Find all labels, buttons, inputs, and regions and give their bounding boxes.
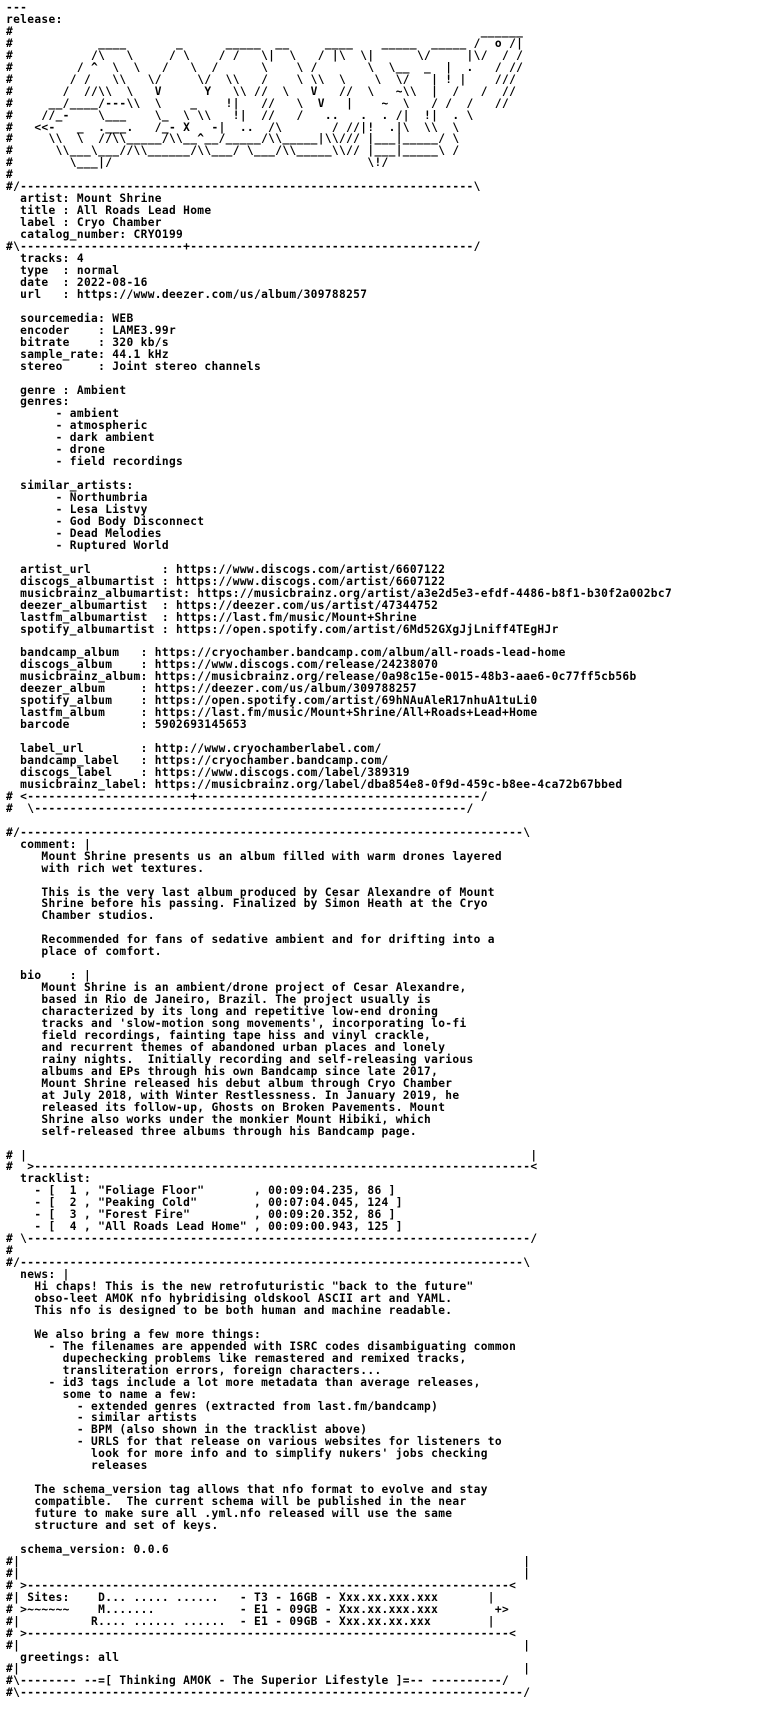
nfo-document-text: --- release: # ______ # ____ _ _____ __ ____ _____ _____ / o /| # /\ \ / \ / / \| \ / |\ \| \/ |\/ / / # / ^ \ \ / \ / \ \ / \ \__ _ | . / // # / / \\ \/ \/ \\ / \ \\ \ \ \/ | ! | /// # / //\\ \ V Y \\ // \ V // \ ~\\ | / / // # __/____/---\\ \ _ !| // \ V | ~ \ / / / // # //_- \___ \_ \ \\ !| // / .. . . /| !| . \ # <<- _ .___. /_- X -| .. /\ / //|! .|\ \\ \ # \\ \ //\\_____/\\__^__/_____/\\_____|\\/// |___|_____/ \ # \\___\___//\\______/\\___/ \___/\\_____\\// |___|_____\ / # \___|/ \!/ # #/----------------------------------------------------------------\ artist: Mount Shrine title : All Roads Lead Home label : Cryo Chamber catalog_number: CRYO199 #\-----------------------+----------------------------------------/ tracks: 4 type : normal date : 2022-08-16 url : https://www.deezer.com/us/album/309788257 sourcemedia: WEB encoder : LAME3.99r bitrate : 320 kb/s sample_rate: 44.1 kHz stereo : Joint stereo channels genre : Ambient genres: - ambient - atmospheric - dark ambient - drone - field recordings similar_artists: - Northumbria - Lesa Listvy - God Body Disconnect - Dead Melodies - Ruptured World artist_url : https://www.discogs.com/artist/6607122 discogs_albumartist : https://www.discogs.com/artist/6607122 musicbrainz_albumartist: https://musicbrainz.org/artist/a3e2d5e3-efdf-4486-b8f1-b30f2a002bc7 deezer_albumartist : https://deezer.com/us/artist/47344752 lastfm_albumartist : https://last.fm/music/Mount+Shrine spotify_albumartist : https://open.spotify.com/artist/6Md52GXgJjLniff4TEgHJr bandcamp_album : https://cryochamber.bandcamp.com/album/all-roads-lead-home discogs_album : https://www.discogs.com/release/24238070 musicbrainz_album: https://musicbrainz.org/release/0a98c15e-0015-48b3-aae6-0c77ff5cb56b deezer_album : https://deezer.com/us/album/309788257 spotify_album : https://open.spotify.com/artist/69hNAuAleR17nhuA1tuLi0 lastfm_album : https://last.fm/music/Mount+Shrine/All+Roads+Lead+Home barcode : 5902693145653 label_url : http://www.cryochamberlabel.com/ bandcamp_label : https://cryochamber.bandcamp.com/ discogs_label : https://www.discogs.com/label/389319 musicbrainz_label: https://musicbrainz.org/label/dba854e8-0f9d-459c-b8ee-4ca72b67bbed # <-----------------------+----------------------------------------/ # \-------------------------------------------------------------/ #/-----------------------------------------------------------------------\ comment: | Mount Shrine presents us an album filled with warm drones layered with rich wet textures. This is the very last album produced by Cesar Alexandre of Mount Shrine before his passing. Finalized by Simon Heath at the Cryo Chamber studios. Recommended for fans of sedative ambient and for drifting into a place of comfort. bio : | Mount Shrine is an ambient/drone project of Cesar Alexandre, based in Rio de Janeiro, Brazil. The project usually is characterized by its long and repetitive low-end droning tracks and 'slow-motion song movements', incorporating lo-fi field recordings, fainting tape hiss and vinyl crackle, and recurrent themes of abandoned urban places and lonely rainy nights. Initially recording and self-releasing various albums and EPs through his own Bandcamp since late 2017, Mount Shrine released his debut album through Cryo Chamber at July 2018, with Winter Restlessness. In January 2019, he released its follow-up, Ghosts on Broken Pavements. Mount Shrine also works under the monkier Mount Hibiki, which self-released three albums through his Bandcamp page. # | | # >----------------------------------------------------------------------< tracklist: - [ 1 , "Foliage Floor" , 00:09:04.235, 86 ] - [ 2 , "Peaking Cold" , 00:07:04.045, 124 ] - [ 3 , "Forest Fire" , 00:09:20.352, 86 ] - [ 4 , "All Roads Lead Home" , 00:09:00.943, 125 ] # \-----------------------------------------------------------------------/ # #/-----------------------------------------------------------------------\ news: | Hi chaps! This is the new retrofuturistic "back to the future" obso-leet AMOK nfo hybridising oldskool ASCII art and YAML. This nfo is designed to be both human and machine readable. We also bring a few more things: - The filenames are appended with ISRC codes disambiguating common dupechecking problems like remastered and remixed tracks, transliteration errors, foreign characters... - id3 tags include a lot more metadata than average releases, some to name a few: - extended genres (extracted from last.fm/bandcamp) - similar artists - BPM (also shown in the tracklist above) - URLS for that release on various websites for listeners to look for more info and to simplify nukers' jobs checking releases The schema_version tag allows that nfo format to evolve and stay compatible. The current schema will be published in the near future to make sure all .yml.nfo released will use the same structure and set of keys. schema_version: 0.0.6 #| | #| | # >--------------------------------------------------------------------< #| Sites: D... ..... ...... - T3 - 16GB - Xxx.xx.xxx.xxx | # >~~~~~~ M....... - E1 - 09GB - Xxx.xx.xxx.xxx +> #| R.... ...... ...... - E1 - 09GB - Xxx.xx.xx.xxx | # >--------------------------------------------------------------------< #| | greetings: all #| | #\-------- --=[ Thinking AMOK - The Superior Lifestyle ]=-- ----------/ #\-----------------------------------------------------------------------/ xyxy=(6,1,673,1700)
